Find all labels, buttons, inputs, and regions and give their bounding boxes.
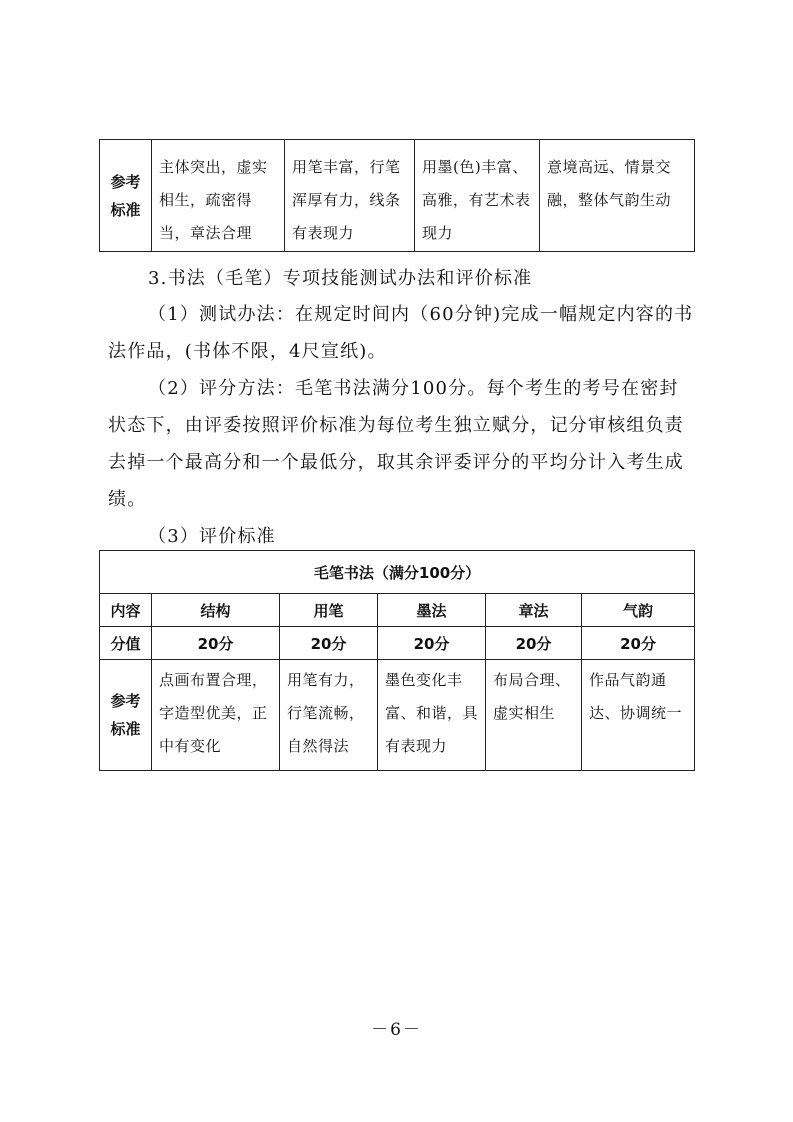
table-row: [100, 660, 695, 771]
criteria-cell: [540, 140, 695, 252]
criteria-text: 用墨(色)丰富、高雅，有艺术表现力: [422, 158, 531, 242]
reference-standard-label: 参考 标准: [110, 692, 141, 738]
table-row: [100, 140, 695, 252]
score-cell: 20分: [582, 627, 695, 660]
criteria-cell: [152, 140, 285, 252]
section-title: 3.书法（毛笔）专项技能测试办法和评价标准: [148, 268, 533, 289]
page-number: －6－: [371, 1020, 422, 1040]
criteria-text: 布局合理、虚实相生: [493, 671, 571, 722]
evaluation-standard-heading: （3）评价标准: [148, 526, 276, 547]
criteria-text: 意境高远、情景交融，整体气韵生动: [547, 158, 672, 209]
score-cell: 20分: [280, 627, 378, 660]
score-cell: 20分: [378, 627, 486, 660]
criteria-text: 用笔丰富，行笔浑厚有力，线条有表现力: [292, 158, 401, 242]
criteria-cell: [280, 660, 378, 771]
criteria-text: 作品气韵通达、协调统一: [589, 671, 683, 722]
table-title: 毛笔书法（满分100分）: [100, 551, 695, 594]
column-header: 用笔: [280, 594, 378, 627]
table-title-row: [100, 551, 695, 594]
criteria-text: 主体突出，虚实相生，疏密得当，章法合理: [159, 158, 268, 242]
criteria-cell: [415, 140, 540, 252]
table-row: [100, 594, 695, 627]
reference-standard-label: 参考 标准: [110, 172, 141, 219]
criteria-cell: [486, 660, 582, 771]
calligraphy-criteria-table: [99, 550, 695, 771]
score-cell: 20分: [152, 627, 280, 660]
criteria-cell: [285, 140, 415, 252]
column-header: 墨法: [378, 594, 486, 627]
criteria-text: 用笔有力，行笔流畅，自然得法: [287, 671, 365, 755]
column-header: 章法: [486, 594, 582, 627]
criteria-cell: [152, 660, 280, 771]
criteria-text: 点画布置合理，字造型优美，正中有变化: [159, 671, 268, 755]
test-method-paragraph: （1）测试办法：在规定时间内（60分钟)完成一幅规定内容的书法作品，(书体不限，4尺宣纸)。: [108, 304, 694, 362]
criteria-text: 墨色变化丰富、和谐，具有表现力: [385, 671, 479, 755]
scoring-method-paragraph: （2）评分方法：毛笔书法满分100分。每个考生的考号在密封状态下，由评委按照评价标准为每位考生独立赋分，记分审核组负责去掉一个最高分和一个最低分，取其余评委评分的平均分计入考生成绩。: [108, 378, 684, 510]
content-label: 内容: [100, 594, 152, 627]
row-label: [100, 660, 152, 771]
column-header: 气韵: [582, 594, 695, 627]
table-row: [100, 627, 695, 660]
top-criteria-table: [99, 139, 695, 252]
score-label: 分值: [100, 627, 152, 660]
column-header: 结构: [152, 594, 280, 627]
row-label: [100, 140, 152, 252]
criteria-cell: [378, 660, 486, 771]
score-cell: 20分: [486, 627, 582, 660]
criteria-cell: [582, 660, 695, 771]
